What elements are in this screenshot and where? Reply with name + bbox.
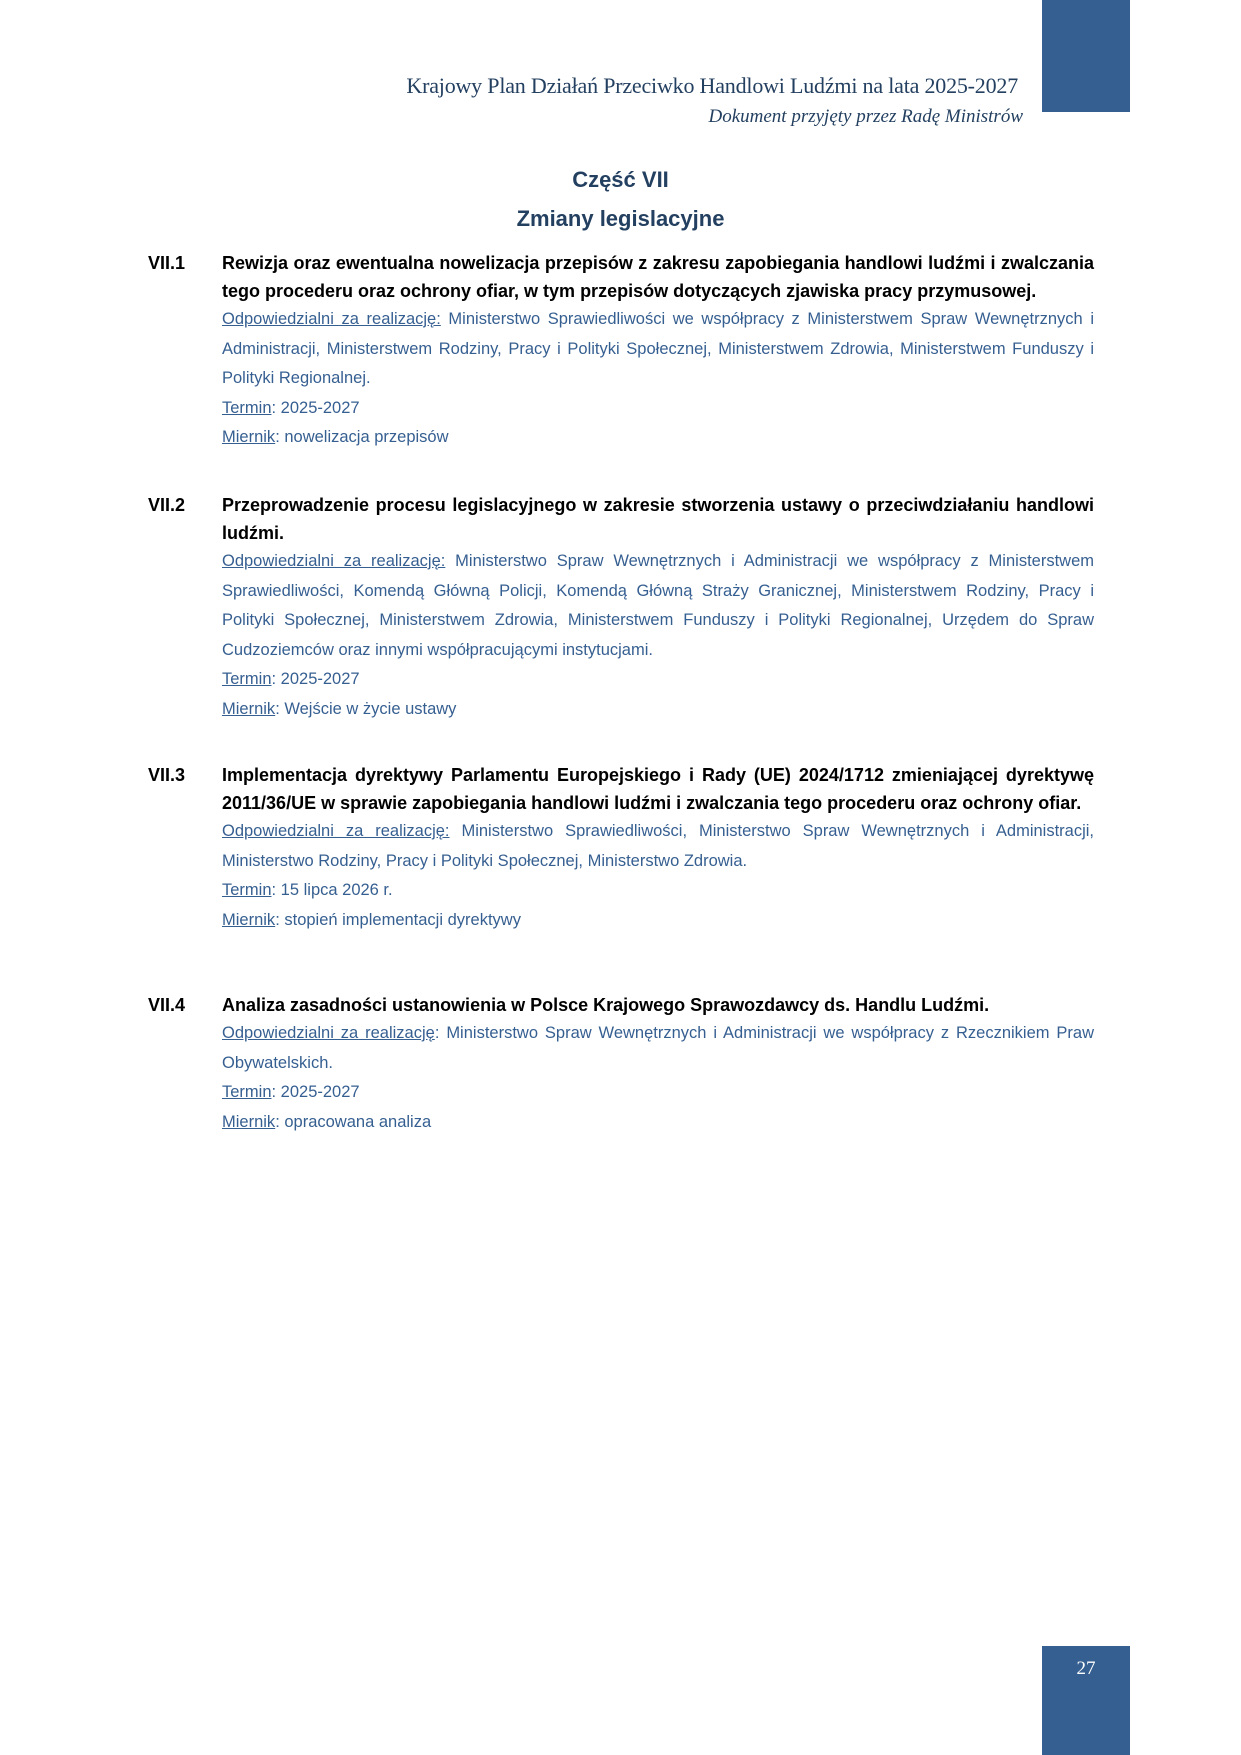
document-subtitle: Dokument przyjęty przez Radę Ministrów [708, 106, 1023, 127]
measure-value: : Wejście w życie ustawy [275, 699, 457, 718]
measure-label: Miernik [222, 910, 276, 929]
action-item [148, 249, 1094, 453]
deadline-value: : 15 lipca 2026 r. [271, 881, 393, 899]
action-item [148, 761, 1094, 935]
action-item [148, 991, 1094, 1137]
measure-label: Miernik [222, 699, 276, 718]
deadline-value: : 2025-2027 [271, 1083, 360, 1101]
item-measure [222, 906, 1094, 936]
document-title: Krajowy Plan Działań Przeciwko Handlowi Ludźmi na lata 2025-2027 [406, 73, 1018, 98]
item-number: VII.4 [148, 995, 186, 1015]
page-number: 27 [1076, 1658, 1096, 1679]
deadline-value: : 2025-2027 [271, 398, 360, 417]
item-responsible [222, 547, 1094, 665]
item-measure [222, 695, 1094, 725]
part-name: Zmiany legislacyjne [516, 206, 725, 231]
responsible-label: Odpowiedzialni za realizację: [222, 310, 441, 328]
action-item [148, 491, 1094, 724]
item-title: Rewizja oraz ewentualna nowelizacja przepisów z zakresu zapobiegania handlowi ludźmi i zwalczania tego procederu oraz ochrony ofiar, w tym przepisów dotyczących zjawiska pracy przymusowej. [222, 253, 1094, 301]
item-measure [222, 1108, 1094, 1138]
item-number: VII.3 [148, 765, 186, 785]
responsible-label: Odpowiedzialni za realizację [222, 1024, 435, 1042]
item-title: Analiza zasadności ustanowienia w Polsce Krajowego Sprawozdawcy ds. Handlu Ludźmi. [222, 995, 990, 1015]
item-responsible [222, 305, 1094, 394]
responsible-value: Ministerstwo Sprawiedliwości, Ministerstwo Spraw Wewnętrznych i Administracji, Ministerstwo Rodziny, Pracy i Polityki Społecznej, Ministerstwo Zdrowia. [222, 822, 1095, 870]
part-label: Część VII [572, 167, 669, 192]
item-deadline [222, 394, 1094, 424]
deadline-value: : 2025-2027 [271, 670, 360, 688]
responsible-value: Ministerstwo Spraw Wewnętrznych i Administracji we współpracy z Ministerstwem Sprawiedliwości, Komendą Główną Policji, Komendą Główną Straży Granicznej, Ministerstwem Rodziny, Pracy i Polityki Społecznej, Ministerstwem Zdrowia, Ministerstwem Funduszy i Polityki Regionalnej, Urzędem do Spraw Cudzoziemców oraz innymi współpracującymi instytucjami. [222, 552, 1094, 659]
item-responsible [222, 1019, 1094, 1078]
measure-value: : opracowana analiza [275, 1112, 432, 1131]
responsible-separator: : [434, 1024, 440, 1042]
measure-value: : stopień implementacji dyrektywy [275, 910, 521, 929]
measure-label: Miernik [222, 1112, 276, 1131]
item-deadline [222, 876, 1094, 906]
deadline-label: Termin [222, 1083, 272, 1101]
item-measure [222, 423, 1094, 453]
responsible-label: Odpowiedzialni za realizację: [222, 552, 446, 570]
measure-label: Miernik [222, 428, 276, 446]
header-accent-bar [1042, 0, 1130, 112]
responsible-label: Odpowiedzialni za realizację: [222, 822, 450, 840]
deadline-label: Termin [222, 881, 272, 899]
item-deadline [222, 1078, 1094, 1108]
measure-value: : nowelizacja przepisów [275, 428, 449, 446]
responsible-value: Ministerstwo Sprawiedliwości we współpracy z Ministerstwem Spraw Wewnętrznych i Administracji, Ministerstwem Rodziny, Pracy i Polityki Społecznej, Ministerstwem Zdrowia, Ministerstwem Funduszy i Polityki Regionalnej. [222, 310, 1094, 387]
item-title: Implementacja dyrektywy Parlamentu Europejskiego i Rady (UE) 2024/1712 zmieniającej dyrektywę 2011/36/UE w sprawie zapobiegania handlowi ludźmi i zwalczania tego procederu oraz ochrony ofiar. [222, 765, 1094, 813]
footer-accent-bar [1042, 1646, 1130, 1755]
deadline-label: Termin [222, 398, 272, 417]
item-number: VII.1 [148, 253, 186, 273]
deadline-label: Termin [222, 670, 272, 688]
item-title: Przeprowadzenie procesu legislacyjnego w zakresie stworzenia ustawy o przeciwdziałaniu handlowi ludźmi. [222, 495, 1094, 543]
item-number: VII.2 [148, 495, 186, 515]
item-deadline [222, 665, 1094, 695]
item-responsible [222, 817, 1094, 876]
responsible-value: Ministerstwo Spraw Wewnętrznych i Administracji we współpracy z Rzecznikiem Praw Obywatelskich. [222, 1024, 1094, 1072]
